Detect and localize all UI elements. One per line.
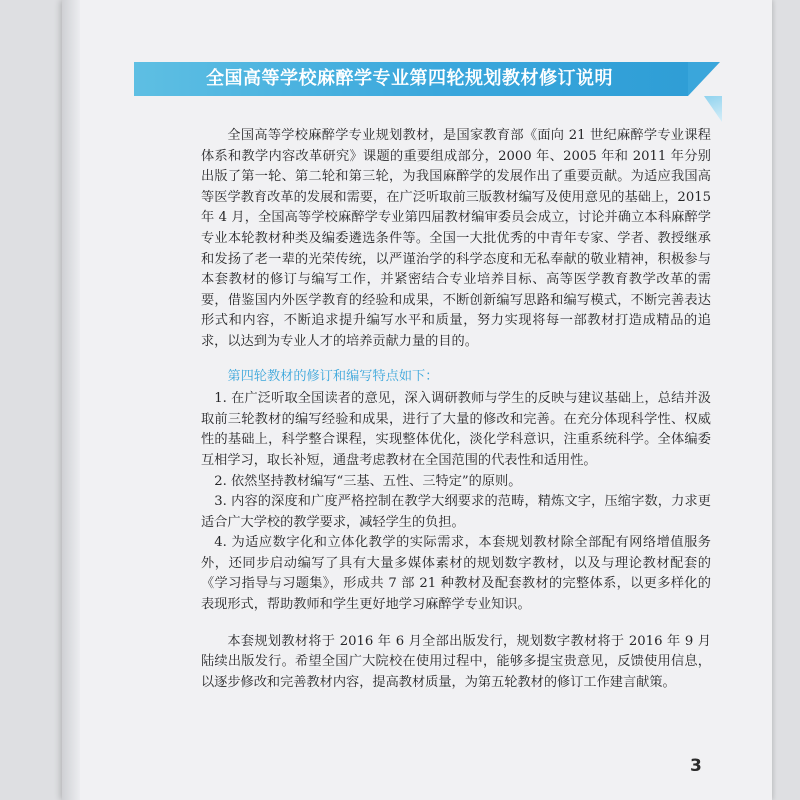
book-page [62, 0, 772, 800]
features-heading: 第四轮教材的修订和编写特点如下： [227, 368, 439, 384]
page-title: 全国高等学校麻醉学专业第四轮规划教材修订说明 [206, 68, 613, 89]
body-text [201, 126, 711, 693]
page-number: 3 [690, 756, 702, 776]
paragraph-gap [201, 616, 711, 632]
feature-item-1: 1. 在广泛听取全国读者的意见，深入调研教师与学生的反映与建议基础上，总结并汲取前三轮教材的编写经验和成果，进行了大量的修改和完善。在充分体现科学性、权威性的基础上，科学整合课程，实现整体优化，淡化学科意识，注重系统科学。全体编委互相学习，取长补短，通盘考虑教材在全国范围的代表性和适用性。 [201, 391, 711, 468]
intro-paragraph: 全国高等学校麻醉学专业规划教材，是国家教育部《面向 21 世纪麻醉学专业课程体系和教学内容改革研究》课题的重要组成部分，2000 年、2005 年和 2011 年分别出版了第一轮、第二轮和第三轮，为我国麻醉学的发展作出了重要贡献。为适应我国高等医学教育改革的发展和需要，在广泛听取前三版教材编写及使用意见的基础上，2015 年 4 月，全国高等学校麻醉学专业第四届教材编审委员会成立，讨论并确立本科麻醉学专业本轮教材种类及编委遴选条件等。全国一大批优秀的中青年专家、学者、教授继承和发扬了老一辈的光荣传统，以严谨治学的科学态度和无私奉献的敬业精神，积极参与本套教材的修订与编写工作，并紧密结合专业培养目标、高等医学教育教学改革的需要，借鉴国内外医学教育的经验和成果，不断创新编写思路和编写模式，不断完善表达形式和内容，不断追求提升编写水平和质量，努力实现将每一部教材打造成精品的追求，以达到为专业人才的培养贡献力量的目的。 [201, 128, 711, 349]
feature-item-2: 2. 依然坚持教材编写“三基、五性、三特定”的原则。 [214, 473, 522, 489]
section-banner [134, 62, 720, 96]
feature-item-3: 3. 内容的深度和广度严格控制在教学大纲要求的范畴，精炼文字，压缩字数，力求更适合广大学校的教学要求，减轻学生的负担。 [201, 494, 711, 530]
page-gutter-shadow [62, 0, 80, 800]
closing-paragraph: 本套规划教材将于 2016 年 6 月全部出版发行，规划数字教材将于 2016 年 9 月陆续出版发行。希望全国广大院校在使用过程中，能够多提宝贵意见，反馈使用信息，以逐步修改和完善教材内容，提高教材质量，为第五轮教材的修订工作建言献策。 [201, 633, 711, 690]
feature-item-4: 4. 为适应数字化和立体化教学的实际需求，本套规划教材除全部配有网络增值服务外，还同步启动编写了具有大量多媒体素材的规划数字教材，以及与理论教材配套的《学习指导与习题集》，形成共 7 部 21 种教材及配套教材的完整体系，以更多样化的表现形式，帮助教师和学生更好地学习麻醉学专业知识。 [201, 535, 711, 613]
banner-accent-triangle [704, 96, 722, 122]
banner-tail [688, 62, 720, 96]
